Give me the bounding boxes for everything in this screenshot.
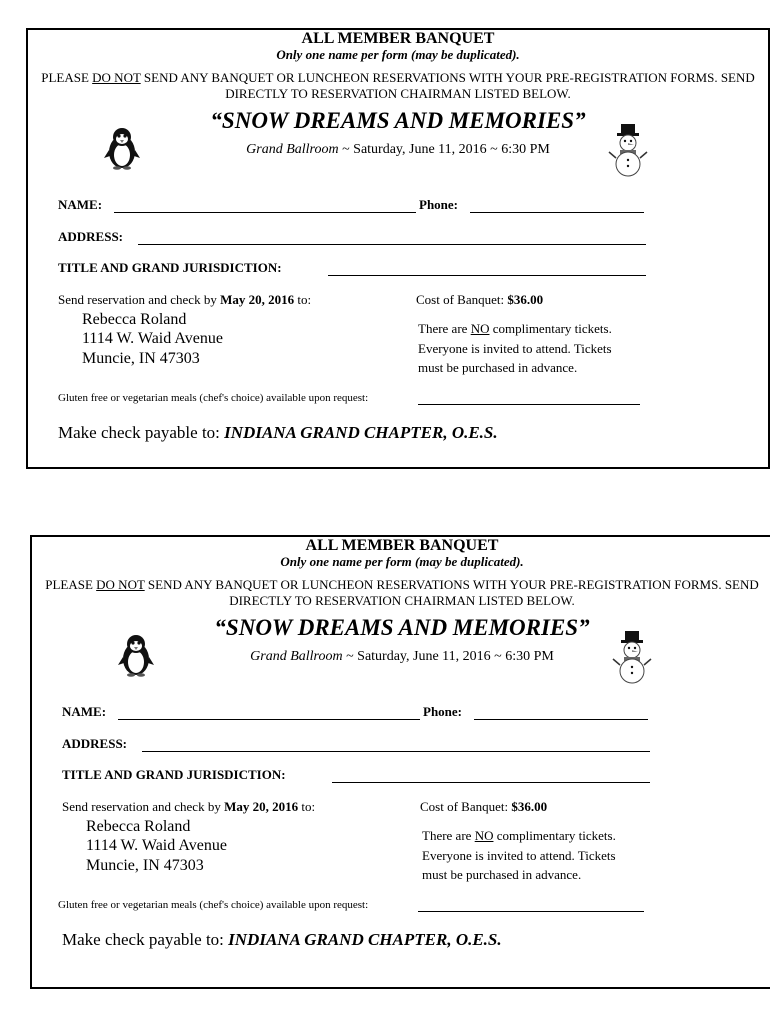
address-label: ADDRESS: bbox=[62, 736, 128, 751]
form-subtitle: Only one name per form (may be duplicated). bbox=[276, 47, 520, 62]
address-field[interactable] bbox=[138, 244, 646, 245]
venue-date: Saturday, June 11, 2016 ~ 6:30 PM bbox=[353, 142, 550, 157]
chairman-name: Rebecca Roland bbox=[82, 311, 187, 328]
chairman-city: Muncie, IN 47303 bbox=[82, 350, 200, 367]
send-prefix: Send reservation and check by bbox=[58, 292, 221, 307]
title-jurisdiction-label: TITLE AND GRAND JURISDICTION: bbox=[62, 767, 286, 782]
venue-separator: ~ bbox=[342, 649, 358, 664]
meal-request-label: Gluten free or vegetarian meals (chef's choice) available upon request: bbox=[58, 899, 369, 911]
banquet-form bbox=[26, 28, 770, 469]
banquet-cost bbox=[416, 292, 543, 308]
venue-place: Grand Ballroom bbox=[246, 142, 339, 157]
chairman-city: Muncie, IN 47303 bbox=[86, 857, 204, 874]
tickets-note-line1 bbox=[422, 828, 616, 844]
address-field[interactable] bbox=[142, 751, 650, 752]
form-subtitle: Only one name per form (may be duplicated). bbox=[280, 554, 524, 569]
name-field[interactable] bbox=[114, 212, 416, 213]
notice-text bbox=[32, 577, 770, 609]
send-suffix: to: bbox=[298, 799, 316, 814]
event-venue bbox=[28, 142, 768, 158]
tix-prefix: There are bbox=[418, 321, 471, 336]
venue-separator: ~ bbox=[338, 142, 354, 157]
notice-emphasis: DO NOT bbox=[92, 70, 141, 85]
name-label: NAME: bbox=[58, 197, 103, 212]
send-deadline: May 20, 2016 bbox=[224, 799, 299, 814]
meal-request-label: Gluten free or vegetarian meals (chef's choice) available upon request: bbox=[58, 392, 369, 404]
tix-emphasis: NO bbox=[470, 321, 490, 336]
venue-place: Grand Ballroom bbox=[250, 649, 343, 664]
tix-prefix: There are bbox=[422, 828, 475, 843]
notice-rest: SEND ANY BANQUET OR LUNCHEON RESERVATIONS WITH YOUR PRE-REGISTRATION FORMS. SEND DIRECTLY TO RESERVATION CHAIRMAN LISTED BELOW. bbox=[140, 70, 755, 101]
payable-to bbox=[62, 930, 502, 950]
send-suffix: to: bbox=[294, 292, 312, 307]
tix-suffix: complimentary tickets. bbox=[493, 828, 616, 843]
cost-label: Cost of Banquet: bbox=[416, 292, 508, 307]
name-field[interactable] bbox=[118, 719, 420, 720]
cost-label: Cost of Banquet: bbox=[420, 799, 512, 814]
phone-field[interactable] bbox=[470, 212, 644, 213]
address-label: ADDRESS: bbox=[58, 229, 124, 244]
event-venue bbox=[32, 649, 770, 665]
name-label: NAME: bbox=[62, 704, 107, 719]
banquet-form bbox=[30, 535, 770, 989]
notice-prefix: PLEASE bbox=[45, 577, 97, 592]
tickets-note-line1 bbox=[418, 321, 612, 337]
event-theme: “SNOW DREAMS AND MEMORIES” bbox=[214, 615, 590, 640]
event-theme: “SNOW DREAMS AND MEMORIES” bbox=[210, 108, 586, 133]
cost-value: $36.00 bbox=[507, 292, 544, 307]
notice-prefix: PLEASE bbox=[41, 70, 93, 85]
snowman-icon bbox=[612, 629, 652, 685]
payable-prefix: Make check payable to: bbox=[62, 930, 229, 949]
phone-field[interactable] bbox=[474, 719, 648, 720]
title-jurisdiction-field[interactable] bbox=[328, 275, 646, 276]
banquet-cost bbox=[420, 799, 547, 815]
tix-suffix: complimentary tickets. bbox=[489, 321, 612, 336]
send-prefix: Send reservation and check by bbox=[62, 799, 225, 814]
phone-label: Phone: bbox=[419, 197, 458, 212]
send-instructions bbox=[62, 799, 315, 815]
title-jurisdiction-label: TITLE AND GRAND JURISDICTION: bbox=[58, 260, 282, 275]
payable-value: INDIANA GRAND CHAPTER, O.E.S. bbox=[228, 930, 502, 949]
payable-to bbox=[58, 423, 498, 443]
meal-request-field[interactable] bbox=[418, 404, 640, 405]
snowman-icon bbox=[608, 122, 648, 178]
send-deadline: May 20, 2016 bbox=[220, 292, 295, 307]
payable-prefix: Make check payable to: bbox=[58, 423, 225, 442]
form-title: ALL MEMBER BANQUET bbox=[305, 537, 499, 554]
tickets-note-line3: must be purchased in advance. bbox=[418, 360, 578, 375]
chairman-street: 1114 W. Waid Avenue bbox=[86, 837, 227, 854]
cost-value: $36.00 bbox=[511, 799, 548, 814]
venue-date: Saturday, June 11, 2016 ~ 6:30 PM bbox=[357, 649, 554, 664]
form-title: ALL MEMBER BANQUET bbox=[301, 30, 495, 47]
notice-text bbox=[28, 70, 768, 102]
tickets-note-line2: Everyone is invited to attend. Tickets bbox=[418, 341, 612, 356]
chairman-name: Rebecca Roland bbox=[86, 818, 191, 835]
title-jurisdiction-field[interactable] bbox=[332, 782, 650, 783]
notice-rest: SEND ANY BANQUET OR LUNCHEON RESERVATIONS WITH YOUR PRE-REGISTRATION FORMS. SEND DIRECTLY TO RESERVATION CHAIRMAN LISTED BELOW. bbox=[144, 577, 759, 608]
meal-request-field[interactable] bbox=[418, 911, 644, 912]
tix-emphasis: NO bbox=[474, 828, 494, 843]
payable-value: INDIANA GRAND CHAPTER, O.E.S. bbox=[224, 423, 498, 442]
chairman-street: 1114 W. Waid Avenue bbox=[82, 330, 223, 347]
tickets-note-line3: must be purchased in advance. bbox=[422, 867, 582, 882]
notice-emphasis: DO NOT bbox=[96, 577, 145, 592]
send-instructions bbox=[58, 292, 311, 308]
phone-label: Phone: bbox=[423, 704, 462, 719]
tickets-note-line2: Everyone is invited to attend. Tickets bbox=[422, 848, 616, 863]
